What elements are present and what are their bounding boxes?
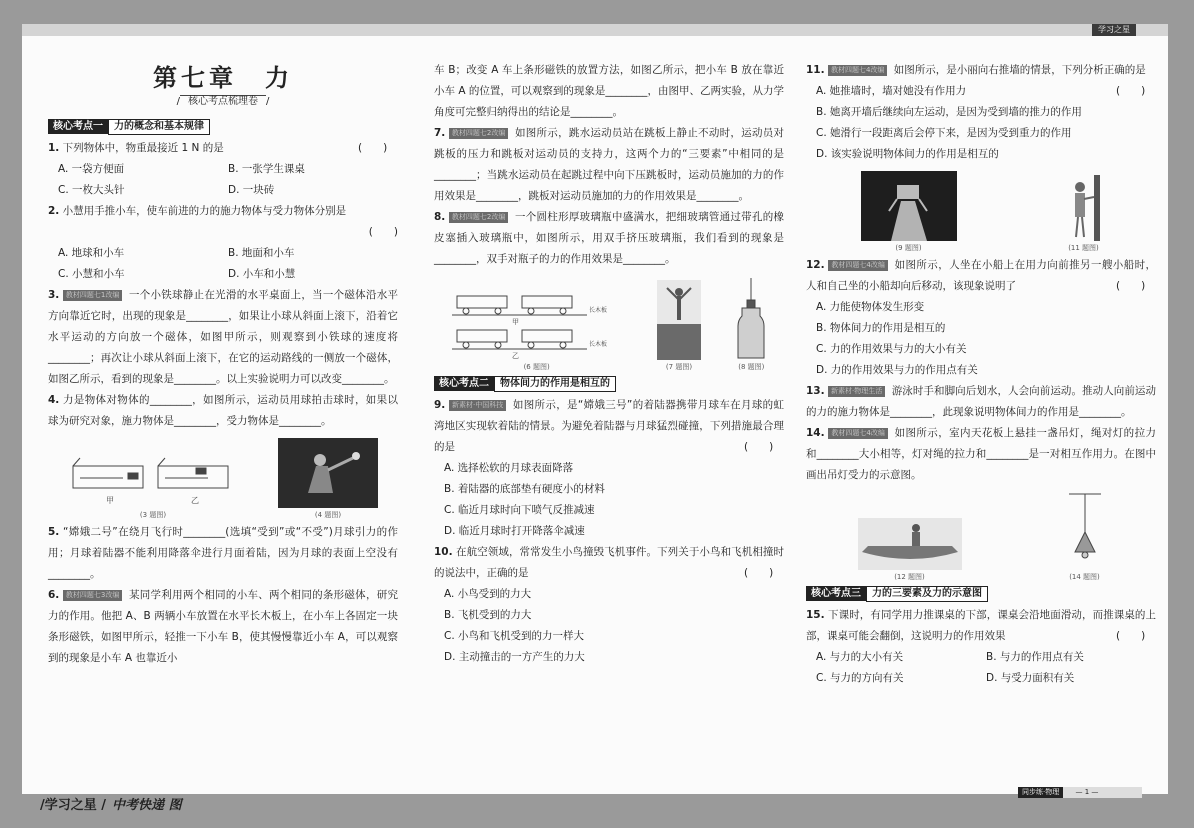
figures-3-4 bbox=[48, 438, 398, 520]
question-14 bbox=[806, 423, 1156, 486]
hanging-lamp-diagram bbox=[1065, 492, 1105, 570]
section-tag: 核心考点三 bbox=[806, 586, 866, 601]
question-number: 10. bbox=[434, 546, 453, 558]
question-number: 14. bbox=[806, 427, 825, 439]
option: B. 她离开墙后继续向左运动，是因为受到墙的推力的作用 bbox=[816, 106, 1082, 118]
question-5 bbox=[48, 522, 398, 585]
header-brand-tag: 学习之星 bbox=[1092, 24, 1136, 36]
question-tag: 新素材·中国科技 bbox=[449, 400, 506, 411]
figures-9-11 bbox=[806, 171, 1156, 253]
option: D. 该实验说明物体间力的作用是相互的 bbox=[816, 148, 999, 160]
answer-paren: ( ) bbox=[744, 567, 774, 579]
figure-caption: (6 题图) bbox=[523, 363, 550, 371]
table-tennis-photo bbox=[278, 438, 378, 508]
column-1 bbox=[48, 54, 398, 669]
question-number: 2. bbox=[48, 205, 60, 217]
section-title: 力的概念和基本规律 bbox=[108, 119, 210, 135]
question-12 bbox=[806, 255, 1156, 297]
question-text: 车 B；改变 A 车上条形磁铁的放置方法，如图乙所示，把小车 B 放在靠近小车 A 的位置，可以观察到的现象是________，由图甲、乙两实验，从力学角度可完整归纳得出的结论是________。 bbox=[434, 64, 784, 118]
question-number: 13. bbox=[806, 385, 825, 397]
figure-caption: (4 题图) bbox=[314, 511, 342, 519]
figure-caption: (7 题图) bbox=[665, 363, 693, 371]
option: D. 一块砖 bbox=[228, 184, 275, 196]
question-text: 某同学利用两个相同的小车、两个相同的条形磁体，研究力的作用。他把 A、B 两辆小车放置在水平长木板上，在小车上各固定一块条形磁铁，如图甲所示，轻推一下小车 B，使其慢慢靠近小车 A，可以观察到的现象是小车 A 也靠近小 bbox=[48, 589, 398, 664]
question-number: 1. bbox=[48, 142, 60, 154]
option: A. 她推墙时，墙对她没有作用力 bbox=[816, 85, 967, 97]
magnet-ramp-diagram bbox=[68, 448, 238, 508]
figure-caption: (11 题图) bbox=[1068, 244, 1099, 252]
question-number: 15. bbox=[806, 609, 825, 621]
answer-paren: ( ) bbox=[1116, 85, 1146, 97]
question-text: 如图所示，跳水运动员站在跳板上静止不动时，运动员对跳板的压力和跳板对运动员的支持力，这两个力的“三要素”中相同的是________；当跳水运动员在起跳过程中向下压跳板时，运动员施加的力的作用效果是________，跳板对运动员施加的力的作用效果是________。 bbox=[434, 127, 784, 202]
section-2-header bbox=[434, 375, 784, 392]
figure-6-label-b: 乙 bbox=[511, 352, 519, 360]
option: C. 她滑行一段距离后会停下来，是因为受到重力的作用 bbox=[816, 127, 1072, 139]
option: A. 小鸟受到的力大 bbox=[444, 588, 532, 600]
option: B. 飞机受到的力大 bbox=[444, 609, 532, 621]
option: B. 物体间力的作用是相互的 bbox=[816, 322, 946, 334]
question-number: 3. bbox=[48, 289, 60, 301]
question-number: 11. bbox=[806, 64, 825, 76]
question-text: 如图所示，是小丽向右推墙的情景，下列分析正确的是 bbox=[893, 64, 1146, 76]
question-tag: 教材四题七3改编 bbox=[63, 590, 122, 601]
question-9 bbox=[434, 395, 784, 458]
answer-paren: ( ) bbox=[744, 441, 774, 453]
option: C. 与力的方向有关 bbox=[816, 672, 904, 684]
question-6-continued bbox=[434, 60, 784, 123]
option: A. 与力的大小有关 bbox=[816, 651, 904, 663]
figure-6 bbox=[452, 288, 622, 372]
option: B. 与力的作用点有关 bbox=[986, 651, 1084, 663]
question-tag: 教材四题七2改编 bbox=[449, 128, 508, 139]
question-text: 如图所示，室内天花板上悬挂一盏吊灯，绳对灯的拉力和________大小相等，灯对绳的拉力和________是一对相互作用力。在图中画出吊灯受力的示意图。 bbox=[806, 427, 1156, 481]
section-title: 物体间力的作用是相互的 bbox=[494, 376, 616, 392]
question-text: 游泳时手和脚向后划水，人会向前运动。推动人向前运动的力的施力物体是________，此现象说明物体间力的作用是________。 bbox=[806, 385, 1157, 418]
figures-6-7-8 bbox=[434, 276, 784, 372]
footer-brand: /学习之星 / 中考快递 图 bbox=[40, 798, 182, 813]
answer-paren: ( ) bbox=[368, 226, 398, 238]
question-number: 5. bbox=[48, 526, 60, 538]
lunar-lander-photo bbox=[861, 171, 957, 241]
option: A. 力能使物体发生形变 bbox=[816, 301, 925, 313]
question-12-options bbox=[806, 297, 1156, 381]
figure-14 bbox=[1065, 492, 1105, 582]
figure-6-board-label: 长木板 bbox=[588, 307, 607, 314]
girl-pushing-wall bbox=[1066, 175, 1102, 241]
option: D. 主动撞击的一方产生的力大 bbox=[444, 651, 585, 663]
question-8 bbox=[434, 207, 784, 270]
section-3-header bbox=[806, 585, 1156, 602]
glass-bottle-diagram bbox=[736, 276, 766, 360]
question-7 bbox=[434, 123, 784, 207]
question-text: 一个圆柱形厚玻璃瓶中盛满水，把细玻璃管通过带孔的橡皮塞插入玻璃瓶中，如图所示，用双手挤压玻璃瓶，我们看到的现象是________，双手对瓶子的力的作用效果是________。 bbox=[434, 211, 784, 265]
question-9-options bbox=[434, 458, 784, 542]
question-11-options bbox=[806, 81, 1156, 165]
question-10-options bbox=[434, 584, 784, 668]
question-tag: 教材四题七4改编 bbox=[828, 65, 887, 76]
question-2 bbox=[48, 201, 398, 243]
option: A. 选择松软的月球表面降落 bbox=[444, 462, 574, 474]
option: B. 着陆器的底部垫有硬度小的材料 bbox=[444, 483, 605, 495]
question-text: “嫦娥二号”在绕月飞行时________(选填“受到”或“不受”)月球引力的作用；月球着陆器不能利用降落伞进行月面着陆，因为月球的表面上空没有________。 bbox=[48, 526, 398, 580]
question-number: 7. bbox=[434, 127, 446, 139]
answer-paren: ( ) bbox=[358, 142, 388, 154]
footer-brand-left: 学习之星 bbox=[44, 798, 97, 813]
figure-caption: (14 题图) bbox=[1069, 573, 1100, 581]
diver-photo bbox=[657, 280, 701, 360]
option: B. 地面和小车 bbox=[228, 247, 295, 259]
answer-paren: ( ) bbox=[1116, 280, 1146, 292]
question-text: 下课时，有同学用力推课桌的下部，课桌会沿地面滑动，而推课桌的上部，课桌可能会翻倒，这说明力的作用效果 bbox=[806, 609, 1156, 642]
figure-3-label-b: 乙 bbox=[191, 496, 199, 505]
figure-11 bbox=[1066, 175, 1102, 253]
question-tag: 新素材·物理生活 bbox=[828, 386, 885, 397]
question-tag: 教材四题七2改编 bbox=[449, 212, 508, 223]
question-tag: 教材四题七4改编 bbox=[828, 260, 887, 271]
figure-caption: (9 题图) bbox=[895, 244, 922, 252]
question-2-options bbox=[48, 243, 398, 285]
option: C. 小鸟和飞机受到的力一样大 bbox=[444, 630, 585, 642]
question-15-options bbox=[806, 647, 1156, 689]
exam-sheet bbox=[22, 24, 1168, 794]
section-title: 力的三要素及力的示意图 bbox=[866, 586, 988, 602]
figure-caption: (8 题图) bbox=[738, 363, 765, 371]
footer-brand-right: 中考快递 图 bbox=[112, 798, 182, 813]
figure-12 bbox=[858, 518, 962, 582]
question-1 bbox=[48, 138, 398, 159]
question-10 bbox=[434, 542, 784, 584]
question-4 bbox=[48, 390, 398, 432]
section-tag: 核心考点一 bbox=[48, 119, 108, 134]
question-text: 如图所示，人坐在小船上在用力向前推另一艘小船时，人和自己坐的小船却向后移动，该现象说明了 bbox=[806, 259, 1156, 292]
option: D. 力的作用效果与力的作用点有关 bbox=[816, 364, 978, 376]
figure-3 bbox=[68, 448, 238, 520]
footer-page-label: 同步练·物理 bbox=[1018, 787, 1063, 798]
question-text: 如图所示，是“嫦娥三号”的着陆器携带月球车在月球的虹湾地区实现软着陆的情景。为避免着陆器与月球猛烈碰撞，下列措施最合理的是 bbox=[434, 399, 784, 453]
question-number: 8. bbox=[434, 211, 446, 223]
boat-photo bbox=[858, 518, 962, 570]
figures-12-14 bbox=[806, 492, 1156, 582]
option: A. 一袋方便面 bbox=[58, 163, 125, 175]
question-text: 力是物体对物体的________，如图所示，运动员用球拍击球时，如果以球为研究对象，施力物体是________，受力物体是________。 bbox=[48, 394, 399, 427]
option: D. 与受力面积有关 bbox=[986, 672, 1075, 684]
question-tag: 教材四题七4改编 bbox=[828, 428, 887, 439]
question-text: 小慧用手推小车，使车前进的力的施力物体与受力物体分别是 bbox=[62, 205, 347, 217]
question-3 bbox=[48, 285, 398, 390]
option: C. 小慧和小车 bbox=[58, 268, 125, 280]
option: A. 地球和小车 bbox=[58, 247, 125, 259]
column-2 bbox=[434, 60, 784, 668]
answer-paren: ( ) bbox=[1116, 630, 1146, 642]
question-text: 下列物体中，物重最接近 1 N 的是 bbox=[62, 142, 224, 154]
figure-9 bbox=[861, 171, 957, 253]
figure-7 bbox=[657, 280, 701, 372]
figure-4 bbox=[278, 438, 378, 520]
chapter-title: 第七章 力 bbox=[153, 63, 293, 92]
option: D. 临近月球时打开降落伞减速 bbox=[444, 525, 585, 537]
question-number: 4. bbox=[48, 394, 60, 406]
top-bar bbox=[22, 24, 1168, 36]
figure-8 bbox=[736, 276, 766, 372]
question-tag: 教材四题七1改编 bbox=[63, 290, 122, 301]
page-number-box bbox=[1018, 787, 1142, 798]
option: C. 一枚大头针 bbox=[58, 184, 125, 196]
figure-3-label-a: 甲 bbox=[106, 496, 114, 505]
question-15 bbox=[806, 605, 1156, 647]
figure-caption: (3 题图) bbox=[139, 511, 167, 519]
option: C. 临近月球时向下喷气反推减速 bbox=[444, 504, 595, 516]
magnet-carts-diagram bbox=[452, 288, 622, 360]
question-text: 在航空领域，常常发生小鸟撞毁飞机事件。下列关于小鸟和飞机相撞时的说法中，正确的是 bbox=[434, 546, 784, 579]
figure-caption: (12 题图) bbox=[894, 573, 925, 581]
column-3 bbox=[806, 60, 1156, 689]
question-number: 6. bbox=[48, 589, 60, 601]
chapter-subtitle-text: 核心考点梳理卷 bbox=[180, 95, 266, 107]
question-number: 9. bbox=[434, 399, 446, 411]
option: B. 一张学生课桌 bbox=[228, 163, 305, 175]
question-number: 12. bbox=[806, 259, 825, 271]
question-text: 一个小铁球静止在光滑的水平桌面上，当一个磁体沿水平方向靠近它时，出现的现象是________，如果让小球从斜面上滚下，沿着它水平运动的方向放一个磁体，如图甲所示，则观察到小铁球的速度将________；再次让小球从斜面上滚下，在它的运动路线的一侧放一个磁体，如图乙所示，看到的现象是________。以上实验说明力可以改变________。 bbox=[48, 289, 398, 385]
question-13 bbox=[806, 381, 1156, 423]
option: D. 小车和小慧 bbox=[228, 268, 296, 280]
option: C. 力的作用效果与力的大小有关 bbox=[816, 343, 967, 355]
question-6 bbox=[48, 585, 398, 669]
section-tag: 核心考点二 bbox=[434, 376, 494, 391]
question-1-options bbox=[48, 159, 398, 201]
figure-6-board-label: 长木板 bbox=[588, 341, 607, 348]
chapter-subtitle: / 核心考点梳理卷 / bbox=[176, 96, 270, 107]
page-number: — 1 — bbox=[1075, 788, 1099, 796]
section-1-header bbox=[48, 118, 398, 135]
figure-6-label-a: 甲 bbox=[511, 318, 519, 326]
